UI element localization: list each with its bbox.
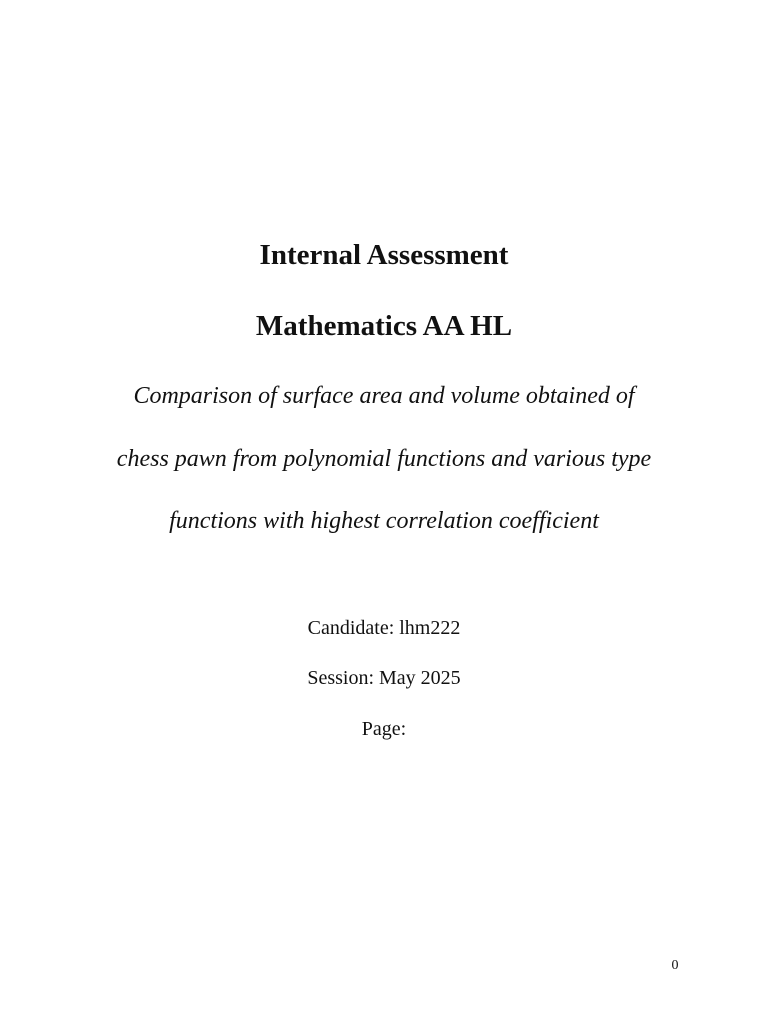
- subtitle-line-1: Comparison of surface area and volume obtained of: [133, 383, 635, 409]
- page-number: 0: [671, 958, 679, 973]
- page-label: Page:: [361, 718, 407, 740]
- subtitle-line-2: chess pawn from polynomial functions and various type: [116, 446, 652, 472]
- subtitle-line-3: functions with highest correlation coefficient: [169, 508, 599, 534]
- candidate-line: Candidate: lhm222: [307, 617, 461, 639]
- document-title: Internal Assessment: [259, 239, 509, 271]
- session-line: Session: May 2025: [307, 667, 461, 689]
- document-subject: Mathematics AA HL: [255, 310, 513, 342]
